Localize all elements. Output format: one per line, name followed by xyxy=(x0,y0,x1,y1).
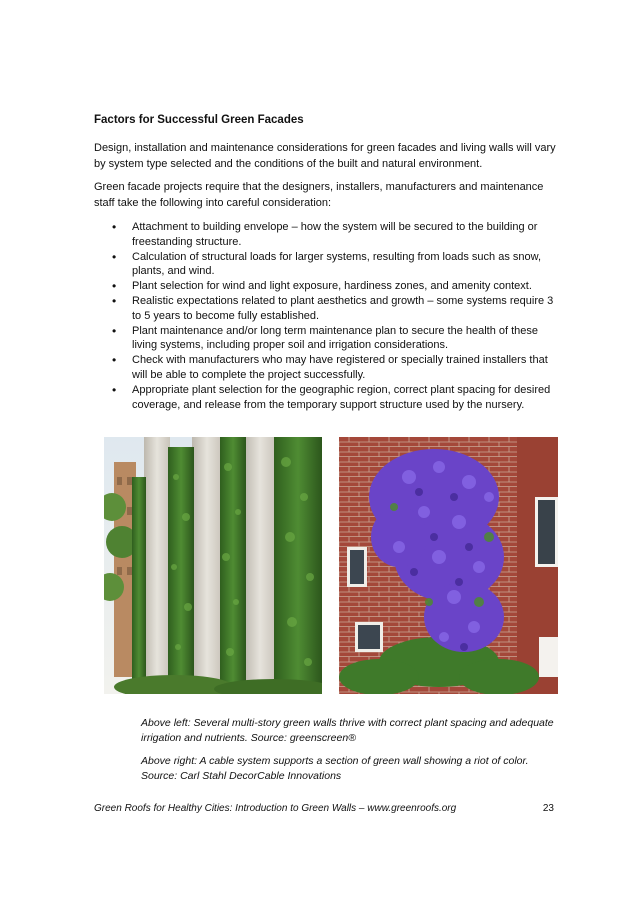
consideration-paragraph: Green facade projects require that the designers, installers, manufacturers and maintenance staff take the following into careful consideration: xyxy=(94,181,544,209)
left-photo-caption: Above left: Several multi-story green walls thrive with correct plant spacing and adequate irrigation and nutrients. Source: greenscreen® xyxy=(141,717,554,744)
list-item: • Appropriate plant selection for the geographic region, correct plant spacing for desired coverage, and release from the temporary support structure used by the nursery. xyxy=(112,382,551,411)
page-footer: Green Roofs for Healthy Cities: Introduction to Green Walls – www.greenroofs.org xyxy=(94,803,457,814)
green-walls-illustration xyxy=(104,437,322,694)
green-walls-photo xyxy=(104,437,322,694)
bullet-icon: • xyxy=(112,353,117,368)
section-heading: Factors for Successful Green Facades xyxy=(94,114,304,126)
list-item: • Plant maintenance and/or long term maintenance plan to secure the health of these living systems, including proper soil and irrigation considerations. xyxy=(112,323,539,352)
list-item: • Attachment to building envelope – how the system will be secured to the building or freestanding structure. xyxy=(112,220,538,248)
bullet-icon: • xyxy=(112,220,117,234)
page-number: 23 xyxy=(542,803,554,814)
bullet-icon: • xyxy=(112,323,117,338)
bullet-icon: • xyxy=(112,279,117,294)
bullet-icon: • xyxy=(112,249,117,264)
list-item: • Realistic expectations related to plant aesthetics and growth – some systems require 3 to 5 years to become fully established. xyxy=(112,293,554,322)
list-item: • Check with manufacturers who may have registered or specially trained installers that will be able to complete the project successfully. xyxy=(112,353,548,381)
clematis-wall-photo xyxy=(339,437,558,694)
list-item: • Calculation of structural loads for larger systems, resulting from loads such as snow, plants, and wind. xyxy=(112,249,542,278)
list-item: • Plant selection for wind and light exposure, hardiness zones, and amenity context. xyxy=(112,279,532,294)
right-photo-caption: Above right: A cable system supports a section of green wall showing a riot of color. Source: Carl Stahl DecorCable Innovations xyxy=(141,755,529,782)
clematis-wall-illustration xyxy=(339,437,558,694)
consideration-list xyxy=(94,220,564,412)
bullet-icon: • xyxy=(112,382,117,397)
intro-paragraph: Design, installation and maintenance considerations for green facades and living walls will vary by system type selected and the conditions of the built and natural environment. xyxy=(94,142,556,170)
bullet-icon: • xyxy=(112,293,117,308)
